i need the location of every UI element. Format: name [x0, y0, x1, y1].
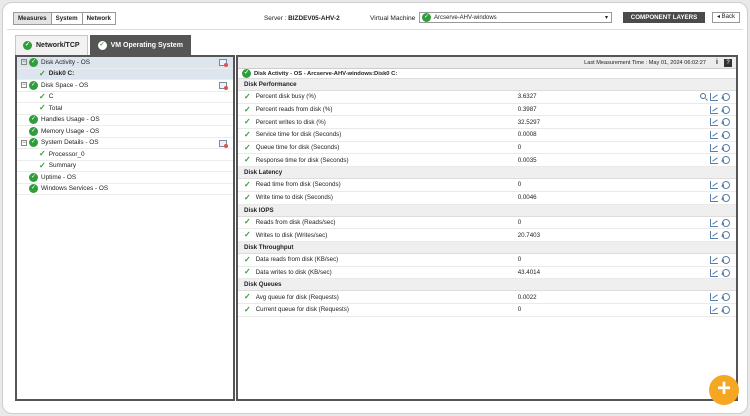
tab-measures[interactable]: Measures: [14, 13, 52, 24]
measure-row: [238, 104, 736, 117]
measure-name: Writes to disk (Writes/sec): [255, 231, 328, 239]
last-measurement-time: Last Measurement Time : May 01, 2024 06:02:27: [584, 60, 706, 66]
collapse-icon[interactable]: −: [22, 139, 26, 146]
measure-name: Percent writes to disk (%): [255, 118, 326, 126]
history-icon[interactable]: [722, 293, 730, 301]
checkmark-icon: ✓: [244, 267, 251, 277]
graph-icon[interactable]: [710, 118, 718, 126]
history-icon[interactable]: [722, 144, 730, 152]
tree-item[interactable]: [17, 126, 233, 138]
row-actions: [710, 219, 730, 227]
tree-item-label: Disk0 C:: [48, 70, 75, 78]
tree-item[interactable]: [17, 69, 233, 81]
measure-name: Reads from disk (Reads/sec): [255, 218, 336, 226]
history-icon[interactable]: [722, 106, 730, 114]
info-icon[interactable]: i: [716, 59, 718, 66]
measure-row: [238, 304, 736, 317]
measure-row: [238, 291, 736, 304]
measure-name: Percent disk busy (%): [255, 93, 316, 101]
row-actions: [710, 306, 730, 314]
checkmark-icon: ✓: [39, 160, 46, 170]
measure-name: Data reads from disk (KB/sec): [255, 256, 339, 264]
layer-alert-icon[interactable]: [219, 82, 227, 89]
checkmark-icon: ✓: [244, 142, 251, 152]
checkmark-icon: ✓: [244, 230, 251, 240]
checkmark-icon: ✓: [244, 254, 251, 264]
measure-value: 0: [517, 218, 522, 226]
checkmark-icon: ✓: [39, 68, 46, 78]
help-icon[interactable]: ?: [724, 59, 732, 67]
checkmark-icon: ✓: [244, 104, 251, 114]
measure-value: 43.4014: [517, 268, 541, 276]
measure-value: 0.3987: [517, 106, 537, 114]
top-bar: [9, 11, 743, 25]
graph-icon[interactable]: [710, 306, 718, 314]
row-actions: [710, 118, 730, 126]
server-label: Server :: [264, 15, 287, 22]
layer-alert-icon[interactable]: [219, 59, 227, 66]
measure-name: Response time for disk (Seconds): [255, 156, 349, 164]
measure-row: [238, 91, 736, 104]
graph-icon[interactable]: [710, 144, 718, 152]
graph-icon[interactable]: [710, 156, 718, 164]
server-info: [264, 15, 340, 22]
row-actions: [710, 293, 730, 301]
tree-item[interactable]: [17, 149, 233, 161]
check-circle-icon: ✓: [30, 81, 37, 88]
row-actions: [710, 131, 730, 139]
checkmark-icon: ✓: [244, 91, 251, 101]
measure-value: 0.0008: [517, 131, 537, 139]
back-arrow-icon: ◂: [716, 14, 720, 20]
tree-item[interactable]: [17, 138, 233, 150]
history-icon[interactable]: [722, 269, 730, 277]
history-icon[interactable]: [722, 181, 730, 189]
measure-value: 0: [517, 256, 522, 264]
tab-network[interactable]: Network: [83, 13, 115, 24]
measure-name: Percent reads from disk (%): [255, 106, 333, 114]
measure-value: 0.0022: [517, 293, 537, 301]
tab-label: Network/TCP: [36, 42, 80, 49]
tree-item-label: Summary: [48, 162, 77, 170]
history-icon[interactable]: [722, 306, 730, 314]
measure-row: [238, 192, 736, 205]
history-icon[interactable]: [722, 256, 730, 264]
graph-icon[interactable]: [710, 181, 718, 189]
history-icon[interactable]: [722, 219, 730, 227]
measure-row: [238, 254, 736, 267]
measure-row: [238, 217, 736, 230]
back-button[interactable]: [712, 12, 740, 23]
checkmark-icon: ✓: [39, 149, 46, 159]
check-circle-icon: ✓: [30, 58, 37, 65]
component-name: Disk Activity - OS - Arcserve-AHV-windows:Disk0 C:: [254, 70, 398, 77]
tree-item[interactable]: [17, 172, 233, 184]
checkmark-icon: ✓: [244, 304, 251, 314]
checkmark-icon: ✓: [39, 91, 46, 101]
back-label: Back: [721, 14, 736, 20]
measure-name: Queue time for disk (Seconds): [255, 144, 340, 152]
tree-panel: [15, 55, 235, 401]
history-icon[interactable]: [722, 131, 730, 139]
measure-row: [238, 142, 736, 155]
tree-item[interactable]: [17, 92, 233, 104]
vm-select[interactable]: [419, 12, 612, 23]
tree-item-label: Memory Usage - OS: [41, 127, 100, 135]
measure-name: Avg queue for disk (Requests): [255, 293, 339, 301]
chevron-down-icon: ▾: [604, 15, 608, 21]
checkmark-icon: ✓: [244, 129, 251, 139]
section-header: Disk Throughput: [238, 242, 736, 254]
tree-item-label: Windows Services - OS: [41, 185, 109, 193]
measure-name: Read time from disk (Seconds): [255, 181, 341, 189]
tree-item[interactable]: [17, 184, 233, 196]
component-layers-button[interactable]: COMPONENT LAYERS: [623, 12, 705, 23]
measure-row: [238, 116, 736, 129]
check-circle-icon: ✓: [30, 139, 37, 146]
graph-icon[interactable]: [710, 293, 718, 301]
measure-value: 20.7403: [517, 231, 541, 239]
section-header: Disk IOPS: [238, 205, 736, 217]
measure-row: [238, 267, 736, 280]
check-circle-icon: ✓: [30, 185, 37, 192]
checkmark-icon: ✓: [244, 192, 251, 202]
tree-item[interactable]: [17, 57, 233, 69]
tree-item-label: Uptime - OS: [41, 173, 77, 181]
check-circle-icon: ✓: [423, 14, 430, 20]
section-header: Disk Queues: [238, 279, 736, 291]
row-actions: [710, 269, 730, 277]
measure-row: [238, 129, 736, 142]
measure-value: 0: [517, 144, 522, 152]
measure-value: 32.5297: [517, 118, 541, 126]
content-tabs: [15, 35, 191, 55]
row-actions: [710, 156, 730, 164]
graph-icon[interactable]: [710, 231, 718, 239]
measure-row: [238, 229, 736, 242]
vm-label: Virtual Machine: [370, 15, 416, 22]
checkmark-icon: ✓: [244, 179, 251, 189]
graph-icon[interactable]: [710, 269, 718, 277]
graph-icon[interactable]: [710, 106, 718, 114]
graph-icon[interactable]: [710, 131, 718, 139]
tree-item-label: Processor_0: [48, 150, 85, 158]
graph-icon[interactable]: [710, 93, 718, 101]
tab-label: VM Operating System: [110, 42, 183, 49]
add-fab-button[interactable]: +: [709, 375, 739, 405]
vm-selected-value: Arcserve-AHV-windows: [434, 14, 497, 21]
history-icon[interactable]: [722, 231, 730, 239]
measure-name: Service time for disk (Seconds): [255, 131, 342, 139]
measure-row: [238, 179, 736, 192]
measures-header: [238, 57, 736, 69]
checkmark-icon: ✓: [39, 103, 46, 113]
tree-item[interactable]: [17, 161, 233, 173]
measure-row: [238, 154, 736, 167]
tree-item[interactable]: [17, 115, 233, 127]
tree-item-label: Disk Activity - OS: [41, 58, 90, 66]
measure-name: Write time to disk (Seconds): [255, 194, 333, 202]
top-tabs: [13, 12, 116, 25]
tree-item-label: System Details - OS: [41, 139, 99, 147]
checkmark-icon: ✓: [244, 217, 251, 227]
measure-name: Current queue for disk (Requests): [255, 306, 349, 314]
row-actions: [710, 194, 730, 202]
row-actions: [710, 256, 730, 264]
search-icon[interactable]: [700, 93, 706, 99]
tree-item-label: Disk Space - OS: [41, 81, 89, 89]
check-circle-icon: ✓: [24, 42, 31, 48]
check-circle-icon: ✓: [30, 127, 37, 134]
tab-network-tcp[interactable]: [15, 35, 88, 55]
server-name: BIZDEV05-AHV-2: [288, 15, 340, 22]
collapse-icon[interactable]: −: [22, 82, 26, 89]
tab-system[interactable]: System: [52, 13, 83, 24]
measure-value: 0.0046: [517, 194, 537, 202]
history-icon[interactable]: [722, 156, 730, 164]
measure-name: Data writes to disk (KB/sec): [255, 268, 332, 276]
graph-icon[interactable]: [710, 256, 718, 264]
app-window: [2, 2, 748, 414]
history-icon[interactable]: [722, 118, 730, 126]
section-header: Disk Latency: [238, 167, 736, 179]
row-actions: [700, 93, 730, 101]
tree-item[interactable]: [17, 80, 233, 92]
measure-value: 0.0035: [517, 156, 537, 164]
section-header: Disk Performance: [238, 79, 736, 91]
graph-icon[interactable]: [710, 219, 718, 227]
check-circle-icon: ✓: [99, 42, 105, 48]
layer-alert-icon[interactable]: [219, 140, 227, 147]
tree-item[interactable]: [17, 103, 233, 115]
measures-panel: [236, 55, 738, 401]
row-actions: [710, 231, 730, 239]
check-circle-icon: ✓: [30, 173, 37, 180]
measure-sections: [238, 79, 736, 317]
row-actions: [710, 106, 730, 114]
tree-item-label: C: [48, 93, 54, 101]
graph-icon[interactable]: [710, 194, 718, 202]
history-icon[interactable]: [722, 93, 730, 101]
tree-item-label: Handles Usage - OS: [41, 116, 100, 124]
row-actions: [710, 144, 730, 152]
collapse-icon[interactable]: −: [22, 59, 26, 66]
measure-value: 0: [517, 181, 522, 189]
tab-vm-operating-system[interactable]: [90, 35, 191, 55]
tree-item-label: Total: [48, 104, 63, 112]
checkmark-icon: ✓: [244, 292, 251, 302]
checkmark-icon: ✓: [244, 117, 251, 127]
component-title: [238, 69, 736, 79]
measure-value: 0: [517, 306, 522, 314]
divider: [7, 29, 743, 30]
row-actions: [710, 181, 730, 189]
measure-value: 3.6327: [517, 93, 537, 101]
check-circle-icon: ✓: [30, 116, 37, 123]
check-circle-icon: ✓: [243, 70, 250, 76]
checkmark-icon: ✓: [244, 155, 251, 165]
history-icon[interactable]: [722, 194, 730, 202]
